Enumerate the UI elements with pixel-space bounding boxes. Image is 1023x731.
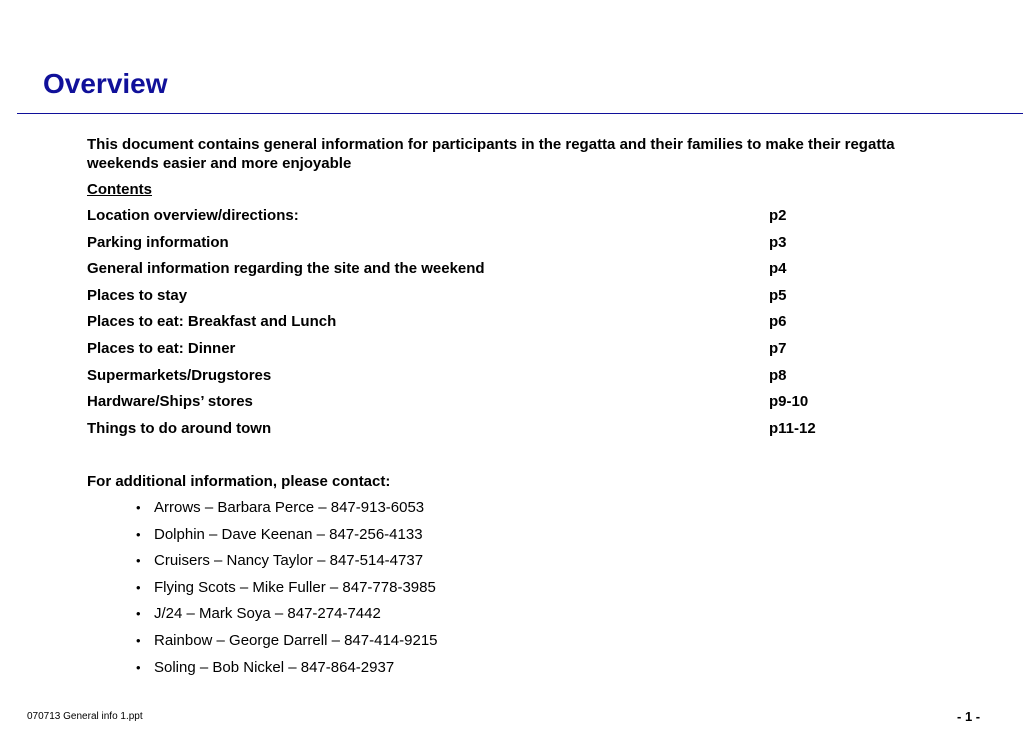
contact-text: Dolphin – Dave Keenan – 847-256-4133 [154, 525, 423, 543]
toc-row [87, 339, 867, 366]
title-divider [17, 113, 1023, 114]
intro-text: This document contains general information for participants in the regatta and their families to make their regatta weekends easier and more enjoyable [87, 136, 895, 172]
toc-page-ref: p6 [769, 313, 787, 331]
contact-text: Rainbow – George Darrell – 847-414-9215 [154, 631, 438, 649]
toc-row [87, 392, 867, 419]
toc-label: Hardware/Ships’ stores [87, 393, 253, 411]
slide-title: Overview [43, 68, 168, 99]
bullet-icon: • [136, 606, 141, 622]
toc-page-ref: p2 [769, 207, 787, 224]
contact-text: Arrows – Barbara Perce – 847-913-6053 [154, 499, 425, 516]
bullet-icon: • [136, 500, 141, 515]
bullet-icon: • [136, 659, 141, 675]
toc-label: General information regarding the site and the weekend [87, 260, 485, 278]
toc-row [87, 259, 867, 286]
contents-heading: Contents [87, 181, 152, 198]
toc-label: Parking information [87, 233, 229, 251]
table-of-contents [87, 206, 867, 445]
contact-text: Flying Scots – Mike Fuller – 847-778-3985 [154, 578, 436, 596]
toc-label: Location overview/directions: [87, 207, 299, 224]
toc-page-ref: p5 [769, 286, 787, 304]
toc-page-ref: p3 [769, 233, 787, 251]
contact-text: Cruisers – Nancy Taylor – 847-514-4737 [154, 552, 424, 570]
bullet-icon: • [136, 526, 141, 542]
bullet-icon: • [136, 579, 141, 595]
toc-label: Places to stay [87, 286, 188, 304]
footer-filename: 070713 General info 1.ppt [27, 711, 143, 722]
bullet-icon: • [136, 632, 141, 648]
toc-label: Things to do around town [87, 419, 272, 437]
toc-row [87, 312, 867, 339]
toc-row [87, 366, 867, 393]
footer-page-number: - 1 - [957, 709, 981, 724]
contact-text: Soling – Bob Nickel – 847-864-2937 [154, 658, 395, 676]
bullet-icon: • [136, 553, 141, 569]
toc-label: Places to eat: Dinner [87, 339, 236, 357]
toc-page-ref: p8 [769, 366, 787, 384]
toc-label: Supermarkets/Drugstores [87, 366, 272, 384]
toc-page-ref: p11-12 [769, 419, 816, 437]
toc-row [87, 286, 867, 313]
contact-text: J/24 – Mark Soya – 847-274-7442 [154, 605, 381, 623]
toc-page-ref: p9-10 [769, 393, 809, 411]
toc-row [87, 206, 867, 233]
toc-row [87, 419, 867, 446]
toc-label: Places to eat: Breakfast and Lunch [87, 313, 337, 331]
contact-heading: For additional information, please contact: [87, 473, 391, 490]
toc-page-ref: p7 [769, 339, 787, 357]
toc-row [87, 233, 867, 260]
toc-page-ref: p4 [769, 260, 787, 278]
